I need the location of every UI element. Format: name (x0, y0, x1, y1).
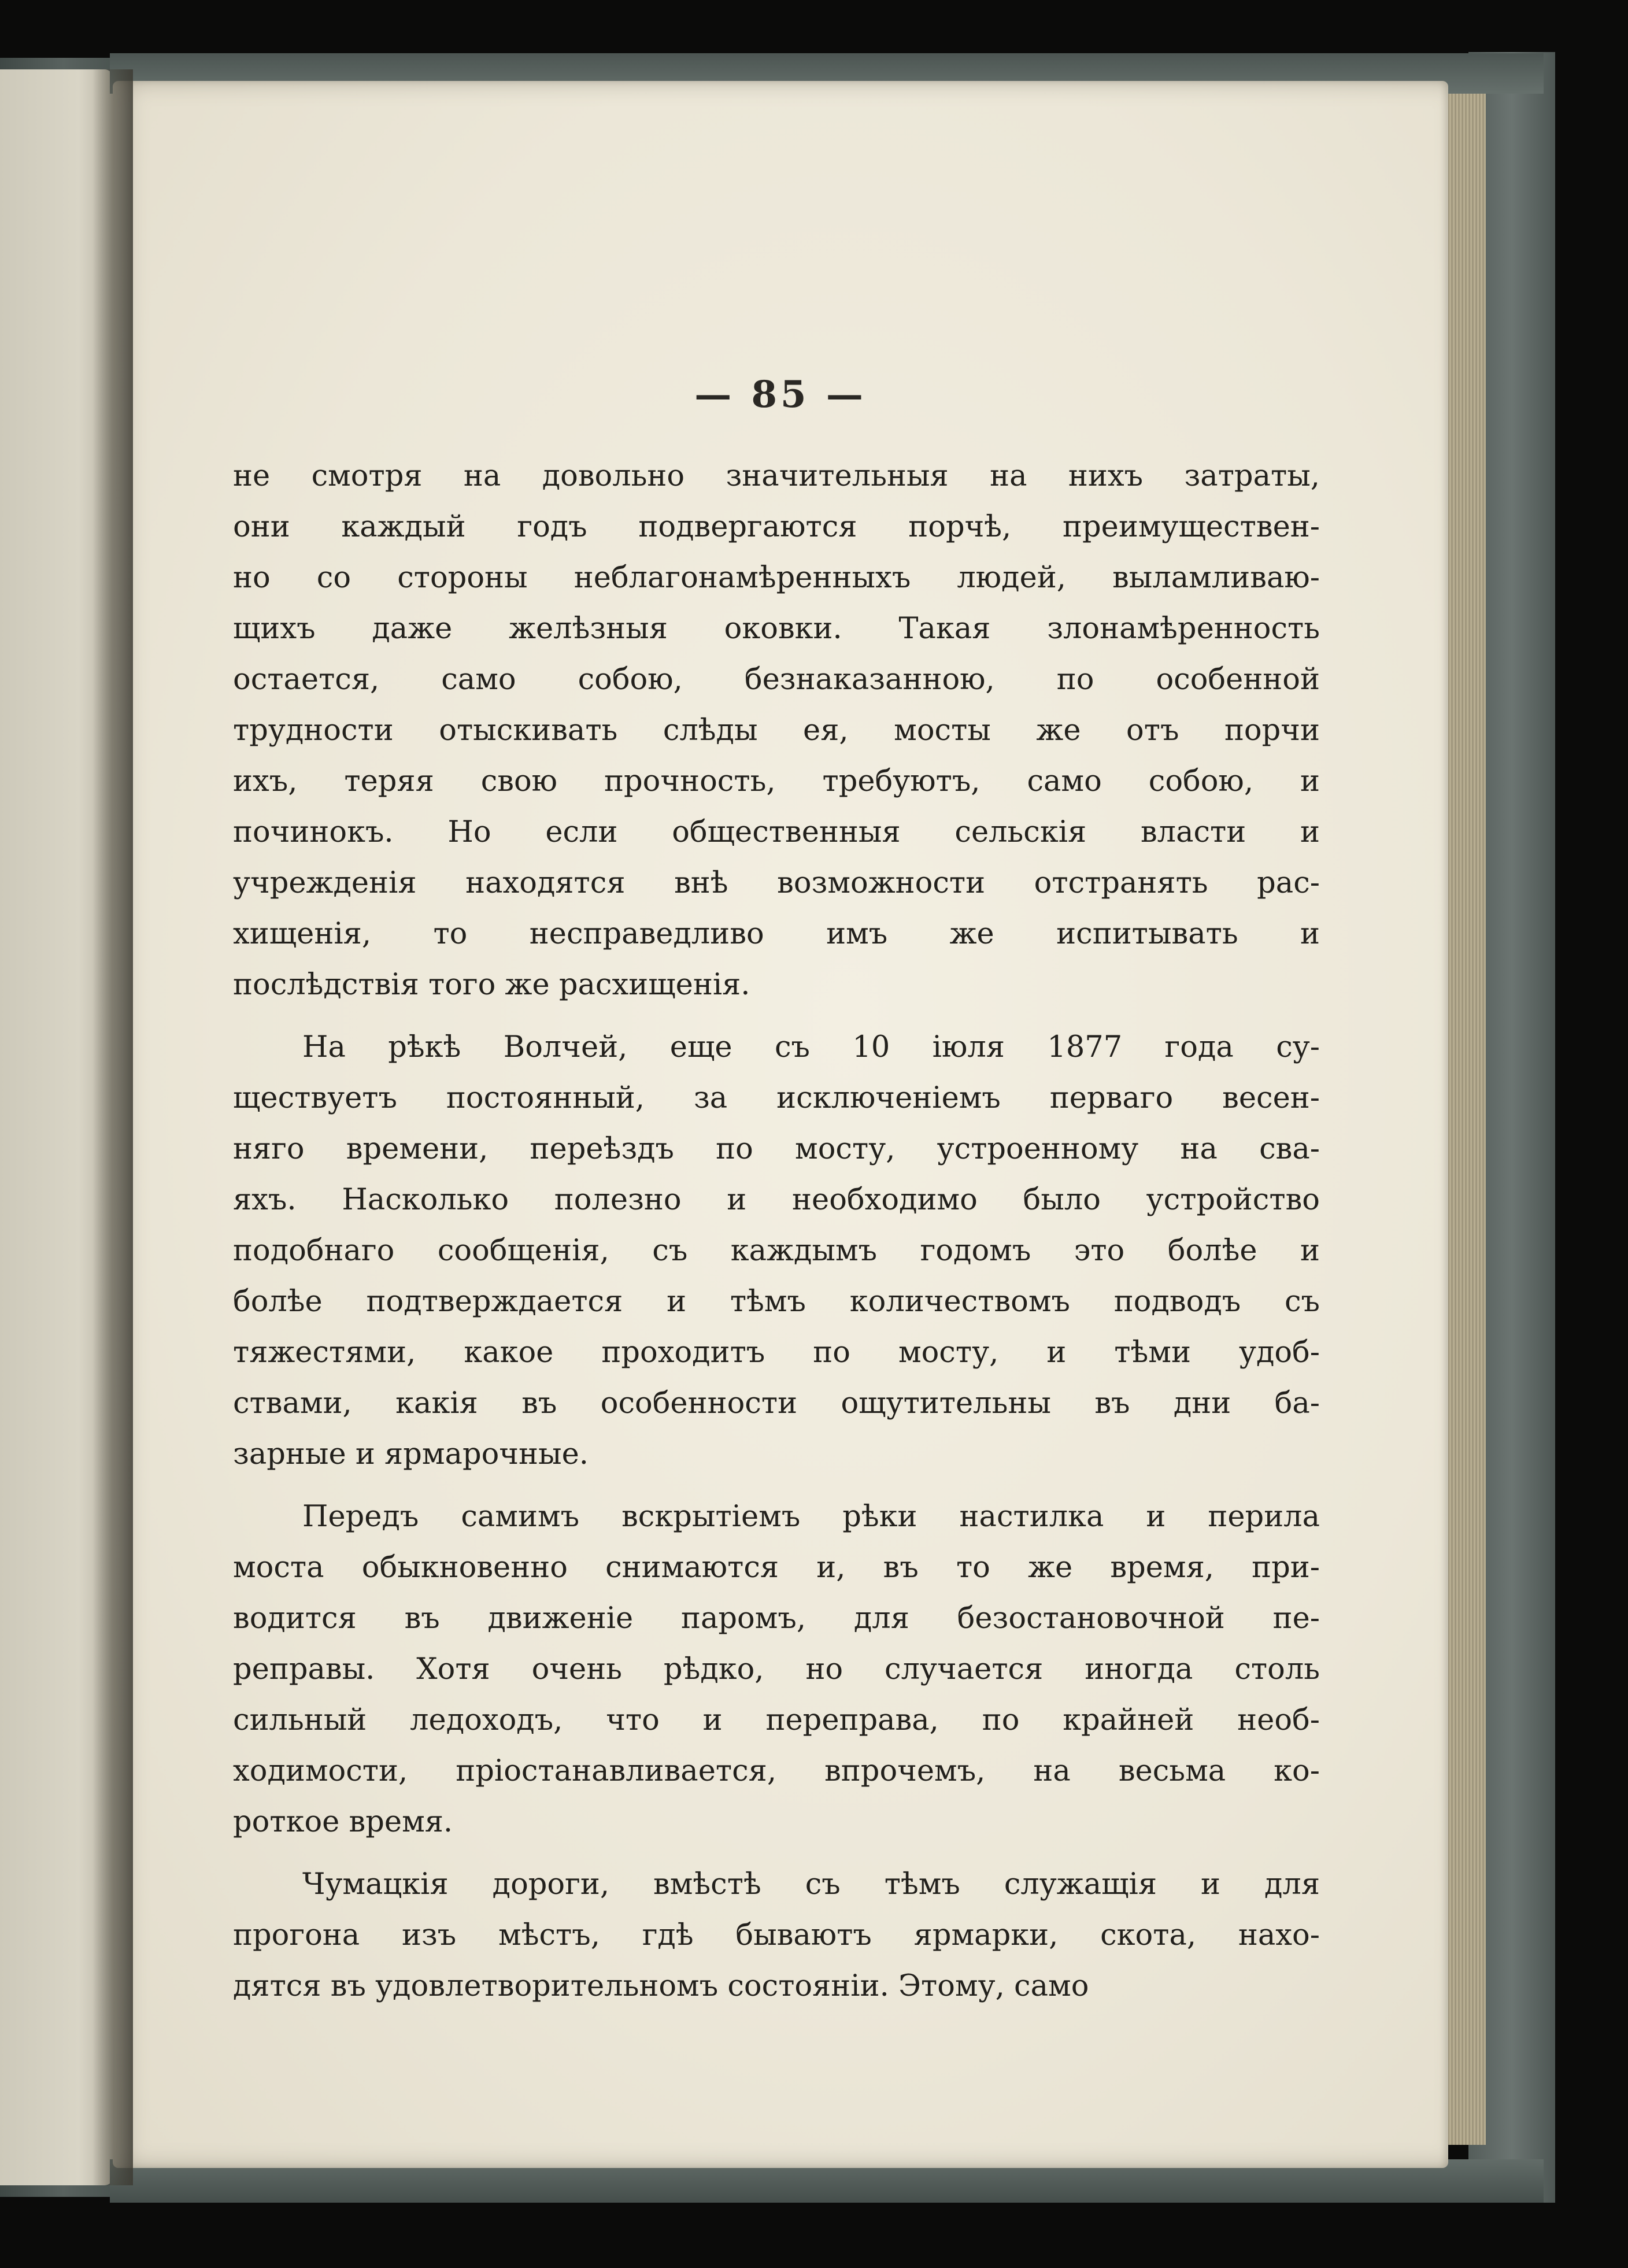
paragraph-1 (233, 451, 1320, 1011)
text-line: ходимости, пріостанавливается, впрочемъ, на весьма ко- (233, 1754, 1320, 1788)
book-gutter (92, 69, 133, 2185)
text-line: щихъ даже желѣзныя оковки. Такая злонамѣренность (233, 612, 1320, 646)
book-page (113, 81, 1448, 2168)
text-line: Чумацкія дороги, вмѣстѣ съ тѣмъ служащія и для (302, 1867, 1320, 1901)
text-line: ихъ, теряя свою прочность, требуютъ, само собою, и (233, 764, 1320, 798)
page-text (233, 451, 1320, 2023)
page-stack-edge (1445, 87, 1486, 2145)
text-line: трудности отыскивать слѣды ея, мосты же отъ порчи (233, 713, 1320, 748)
text-line: сильный ледоходъ, что и переправа, по крайней необ- (233, 1703, 1320, 1737)
text-line: ществуетъ постоянный, за исключеніемъ перваго весен- (233, 1081, 1320, 1115)
text-line: дятся въ удовлетворительномъ состояніи. Этому, само (233, 1969, 1089, 2003)
text-line: няго времени, переѣздъ по мосту, устроенному на сва- (233, 1132, 1320, 1166)
text-line: подобнаго сообщенія, съ каждымъ годомъ это болѣе и (233, 1234, 1320, 1268)
text-line: тяжестями, какое проходитъ по мосту, и тѣми удоб- (233, 1335, 1320, 1370)
paragraph-3 (233, 1492, 1320, 1848)
text-line: яхъ. Насколько полезно и необходимо было устройство (233, 1183, 1320, 1217)
text-line: они каждый годъ подвергаются порчѣ, преимуществен- (233, 510, 1320, 544)
text-line: хищенія, то несправедливо имъ же испитывать и (233, 917, 1320, 951)
text-line: водится въ движеніе паромъ, для безостановочной пе- (233, 1601, 1320, 1636)
paragraph-4 (233, 1859, 1320, 2012)
text-line: учрежденія находятся внѣ возможности отстранять рас- (233, 866, 1320, 900)
text-line: На рѣкѣ Волчей, еще съ 10 іюля 1877 года су- (302, 1030, 1320, 1064)
text-line: остается, само собою, безнаказанною, по особенной (233, 663, 1320, 697)
text-line: зарные и ярмарочные. (233, 1437, 589, 1471)
text-line: но со стороны неблагонамѣренныхъ людей, выламливаю- (233, 561, 1320, 595)
text-line: ствами, какія въ особенности ощутительны въ дни ба- (233, 1386, 1320, 1420)
text-line: починокъ. Но если общественныя сельскія власти и (233, 815, 1320, 849)
text-line: болѣе подтверждается и тѣмъ количествомъ подводъ съ (233, 1285, 1320, 1319)
text-line: Передъ самимъ вскрытіемъ рѣки настилка и перила (302, 1500, 1320, 1534)
text-line: не смотря на довольно значительныя на нихъ затраты, (233, 459, 1320, 493)
text-line: прогона изъ мѣстъ, гдѣ бываютъ ярмарки, скота, нахо- (233, 1918, 1320, 1952)
page-number: — 85 — (694, 373, 867, 416)
text-line: послѣдствія того же расхищенія. (233, 968, 750, 1002)
text-line: реправы. Хотя очень рѣдко, но случается иногда столь (233, 1652, 1320, 1686)
text-line: моста обыкновенно снимаются и, въ то же время, при- (233, 1551, 1320, 1585)
paragraph-2 (233, 1022, 1320, 1480)
text-line: роткое время. (233, 1805, 453, 1839)
